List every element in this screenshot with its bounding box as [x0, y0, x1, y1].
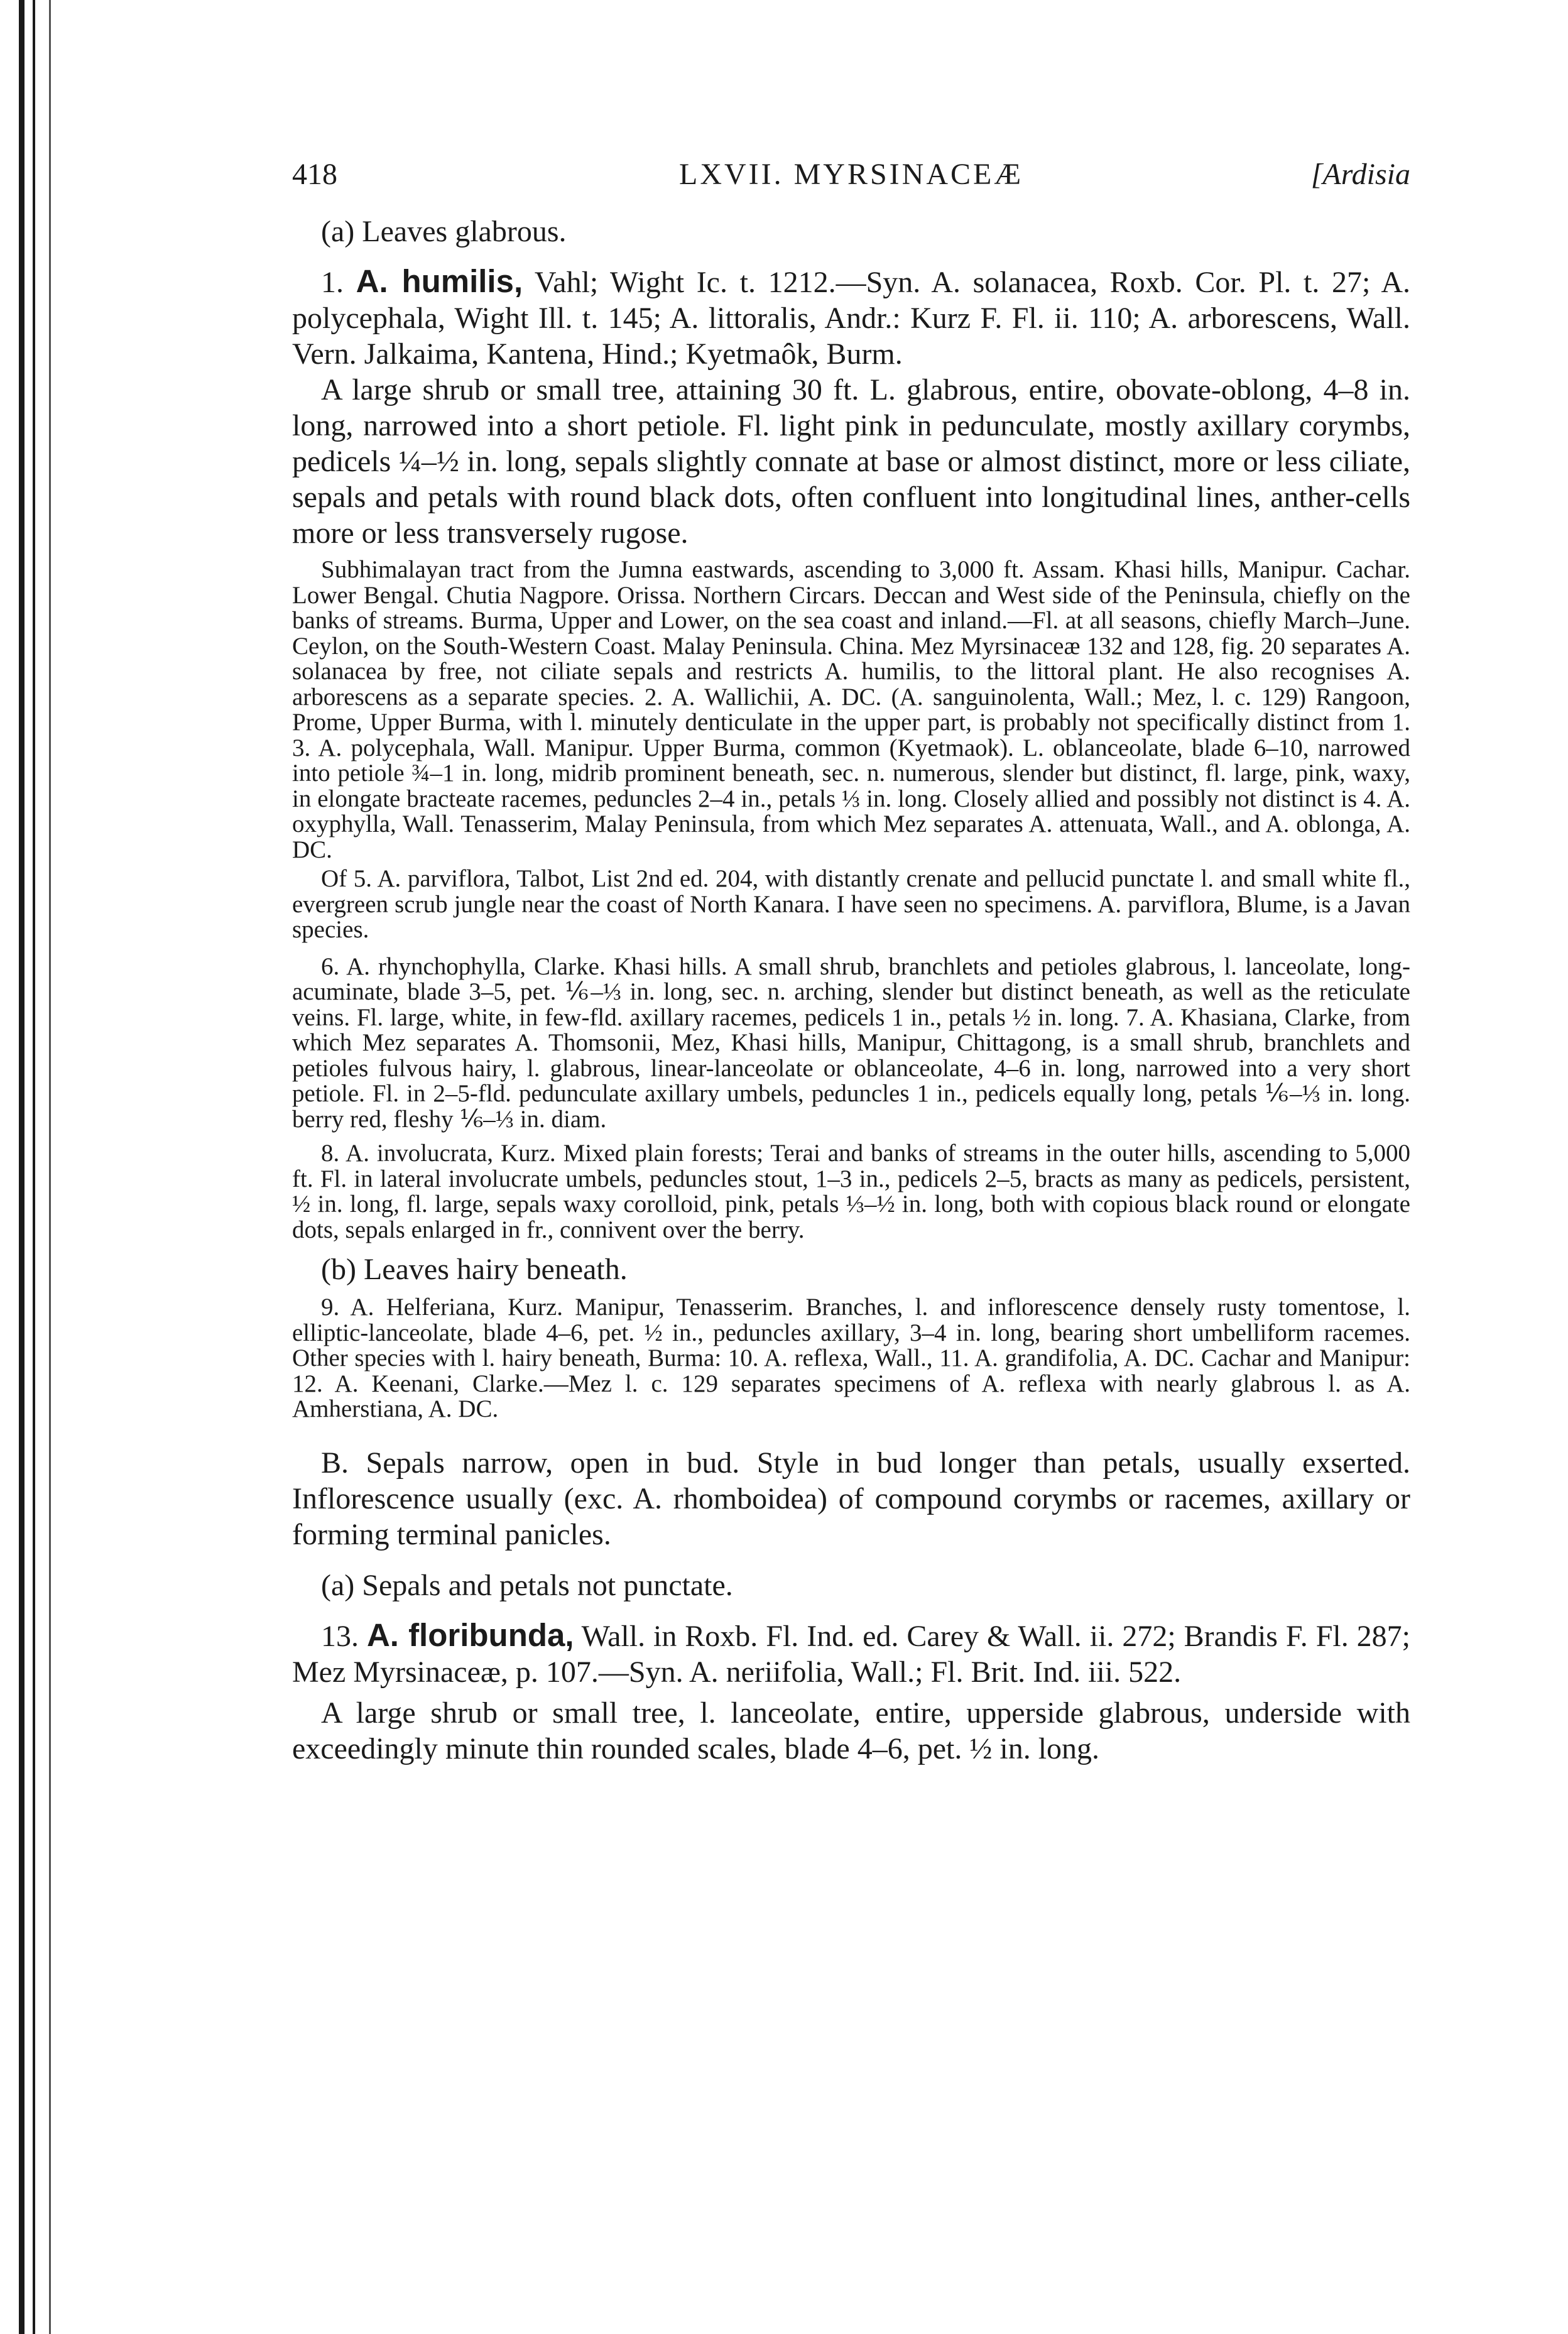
species-name: A. humilis,: [356, 263, 523, 299]
binding-edge: [19, 0, 24, 2334]
section-heading-leaves-glabrous: (a) Leaves glabrous.: [321, 215, 567, 248]
species-synonymy: Wall. in Roxb. Fl. Ind. ed. Carey & Wall. ii. 272; Brandis F. Fl. 287; Mez Myrsinaceæ, p. 107.—Syn. A. neriifolia, Wall.; Fl. Brit. Ind. iii. 522.: [292, 1619, 1411, 1689]
species-entry-involucrata: 8. A. involucrata, Kurz. Mixed plain forests; Terai and banks of streams in the outer hills, ascending to 5,000 ft. Fl. in lateral involucrate umbels, peduncles stout, 1–3 in., pedicels 2–5, bracts as many as pedicels, persistent, ½ in. long, fl. large, sepals waxy corolloid, pink, petals ⅓–½ in. long, both with copious black round or elongate dots, sepals enlarged in fr., connivent over the berry.: [292, 1140, 1410, 1243]
species-description-humilis: A large shrub or small tree, attaining 30 ft. L. glabrous, entire, obovate-oblong, 4–8 in. long, narrowed into a short petiole. Fl. light pink in pedunculate, mostly axillary corymbs, pedicels ¼–½ in. long, sepals slightly connate at base or almost distinct, more or less ciliate, sepals and petals with round black dots, often confluent into longitudinal lines, anther-cells more or less transversely rugose.: [292, 373, 1410, 550]
binding-edge-shadow: [49, 0, 51, 2334]
species-entry-rhynchophylla: 6. A. rhynchophylla, Clarke. Khasi hills. A small shrub, branchlets and petioles glabrous, l. lanceolate, long-acuminate, blade 3–5, pet. ⅙–⅓ in. long, sec. n. arching, slender but distinct beneath, as well as the reticulate veins. Fl. large, white, in few-fld. axillary racemes, pedicels 1 in., petals ½ in. long. 7. A. Khasiana, Clarke, from which Mez separates A. Thomsonii, Mez, Khasi hills, Manipur, Chittagong, is a small shrub, branchlets and petioles fulvous hairy, l. glabrous, linear-lanceolate or oblanceolate, 4–6 in. long, narrowed into a very short petiole. Fl. in 2–5-fld. pedunculate axillary umbels, peduncles 1 in., pedicels equally long, petals ⅙–⅓ in. long. berry red, fleshy ⅙–⅓ in. diam.: [292, 952, 1410, 1133]
section-heading-not-punctate: (a) Sepals and petals not punctate.: [321, 1568, 733, 1602]
species-name: A. floribunda,: [366, 1617, 574, 1653]
species-number: 1.: [321, 266, 344, 299]
family-title: LXVII. MYRSINACEÆ: [679, 158, 1023, 191]
species-entry-floribunda: [292, 1617, 1410, 1690]
species-entry-parviflora: Of 5. A. parviflora, Talbot, List 2nd ed. 204, with distantly crenate and pellucid punctate l. and small white fl., evergreen scrub jungle near the coast of North Kanara. I have seen no specimens. A. parviflora, Blume, is a Javan species.: [292, 865, 1410, 943]
binding-edge-line: [33, 0, 35, 2334]
species-description-floribunda: A large shrub or small tree, l. lanceolate, entire, upperside glabrous, underside with exceedingly minute thin rounded scales, blade 4–6, pet. ½ in. long.: [292, 1696, 1410, 1765]
book-page: [292, 157, 1410, 1767]
species-notes-humilis: Subhimalayan tract from the Jumna eastwards, ascending to 3,000 ft. Assam. Khasi hills, Manipur. Cachar. Lower Bengal. Chutia Nagpore. Orissa. Northern Circars. Deccan and West side of the Peninsula, chiefly on the banks of streams. Burma, Upper and Lower, on the sea coast and inland.—Fl. at all seasons, chiefly March–June. Ceylon, on the South-Western Coast. Malay Peninsula. China. Mez Myrsinaceæ 132 and 128, fig. 20 separates A. solanacea by free, not ciliate sepals and restricts A. humilis, to the littoral plant. He also recognises A. arborescens as a separate species. 2. A. Wallichii, A. DC. (A. sanguinolenta, Wall.; Mez, l. c. 129) Rangoon, Prome, Upper Burma, with l. minutely denticulate in the upper part, is probably not specifically distinct from 1. 3. A. polycephala, Wall. Manipur. Upper Burma, common (Kyetmaok). L. oblanceolate, blade 6–10, narrowed into petiole ¾–1 in. long, midrib prominent beneath, sec. n. numerous, slender but distinct, fl. large, pink, waxy, in elongate bracteate racemes, peduncles 2–4 in., petals ⅓ in. long. Closely allied and possibly not distinct is 4. A. oxyphylla, Wall. Tenasserim, Malay Peninsula, from which Mez separates A. attenuata, Wall., and A. oblonga, A. DC.: [292, 556, 1410, 863]
species-number: 13.: [321, 1619, 359, 1653]
species-synonymy: Vahl; Wight Ic. t. 1212.—Syn. A. solanacea, Roxb. Cor. Pl. t. 27; A. polycephala, Wight Ill. t. 145; A. littoralis, Andr.: Kurz F. Fl. ii. 110; A. arborescens, Wall. Vern. Jalkaima, Kantena, Hind.; Kyetmaôk, Burm.: [292, 266, 1411, 371]
section-heading-leaves-hairy: (b) Leaves hairy beneath.: [321, 1253, 628, 1286]
species-entry-humilis: [292, 263, 1410, 372]
running-header: [292, 157, 1410, 207]
running-genus: [Ardisia: [1310, 158, 1410, 191]
section-heading-sepals-narrow: B. Sepals narrow, open in bud. Style in bud longer than petals, usually exserted. Inflorescence usually (exc. A. rhomboidea) of compound corymbs or racemes, axillary or forming terminal panicles.: [292, 1446, 1410, 1551]
page-number: 418: [292, 158, 337, 191]
species-entry-helferiana: 9. A. Helferiana, Kurz. Manipur, Tenasserim. Branches, l. and inflorescence densely rusty tomentose, l. elliptic-lanceolate, blade 4–6, pet. ½ in., peduncles axillary, 3–4 in. long, bearing short umbelliform racemes. Other species with l. hairy beneath, Burma: 10. A. reflexa, Wall., 11. A. grandifolia, A. DC. Cachar and Manipur: 12. A. Keenani, Clarke.—Mez l. c. 129 separates specimens of A. reflexa with nearly glabrous l. as A. Amherstiana, A. DC.: [292, 1294, 1410, 1422]
